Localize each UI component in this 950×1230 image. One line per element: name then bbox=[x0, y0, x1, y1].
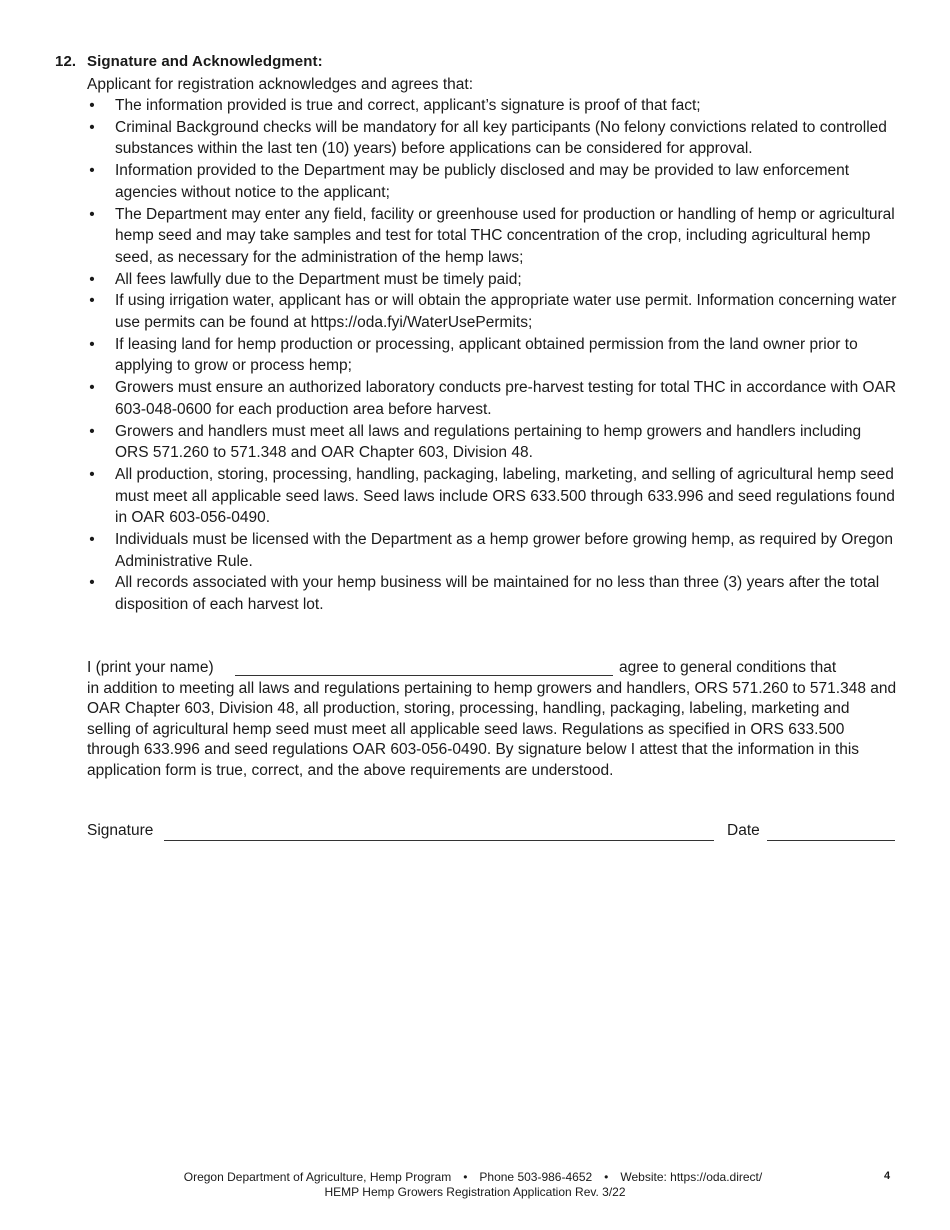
list-item bbox=[87, 290, 897, 333]
list-item-text: If leasing land for hemp production or processing, applicant obtained permission from the land owner prior to applying to grow or process hemp; bbox=[115, 335, 858, 375]
list-item bbox=[87, 204, 897, 269]
footer-form-name: HEMP Hemp Growers Registration Application Rev. 3/22 bbox=[324, 1185, 626, 1199]
list-item-text: Growers and handlers must meet all laws and regulations pertaining to hemp growers and handlers including ORS 571.260 to 571.348 and OAR Chapter 603, Division 48. bbox=[115, 422, 862, 462]
bullet-icon: • bbox=[89, 574, 95, 592]
attestation-prefix: I (print your name) bbox=[87, 659, 214, 676]
page-footer bbox=[0, 1170, 950, 1200]
list-item bbox=[87, 334, 897, 377]
footer-separator: • bbox=[463, 1170, 468, 1184]
bullet-icon: • bbox=[89, 162, 95, 180]
acknowledgment-list bbox=[87, 95, 897, 616]
list-item bbox=[87, 160, 897, 203]
attestation-paragraph bbox=[87, 658, 897, 782]
section-intro: Applicant for registration acknowledges and agrees that: bbox=[87, 76, 474, 93]
list-item-text: The Department may enter any field, facility or greenhouse used for production or handling of hemp or agricultural hemp seed and may take samples and test for total THC concentration of the crop, including agricultural hemp seed, as necessary for the administration of the hemp laws; bbox=[115, 205, 895, 266]
section-number: 12. bbox=[55, 53, 77, 70]
list-item bbox=[87, 95, 897, 117]
list-item-text: Growers must ensure an authorized laboratory conducts pre-harvest testing for total THC in accordance with OAR 603-048-0600 for each production area before harvest. bbox=[115, 379, 897, 418]
footer-separator: • bbox=[604, 1170, 609, 1184]
section-heading bbox=[55, 53, 323, 70]
footer-phone: Phone 503-986-4652 bbox=[479, 1170, 593, 1184]
footer-org: Oregon Department of Agriculture, Hemp Program bbox=[183, 1170, 452, 1184]
bullet-icon: • bbox=[89, 97, 95, 114]
list-item bbox=[87, 464, 897, 529]
bullet-icon: • bbox=[89, 205, 95, 223]
bullet-icon: • bbox=[89, 335, 95, 353]
list-item-text: If using irrigation water, applicant has or will obtain the appropriate water use permit. Information concerning water use permits can be found at https://oda.fyi/WaterUsePermits; bbox=[115, 292, 897, 332]
bullet-icon: • bbox=[89, 465, 95, 483]
list-item-text: All fees lawfully due to the Department must be timely paid; bbox=[115, 270, 522, 288]
list-item-text: All records associated with your hemp business will be maintained for no less than three (3) years after the total disposition of each harvest lot. bbox=[115, 574, 880, 614]
list-item bbox=[87, 421, 897, 464]
list-item-text: Criminal Background checks will be mandatory for all key participants (No felony convictions related to controlled substances within the last ten (10) years) before applications can be considered for approval. bbox=[115, 118, 887, 158]
list-item-text: The information provided is true and correct, applicant’s signature is proof of that fact; bbox=[115, 97, 701, 114]
bullet-icon: • bbox=[89, 118, 95, 136]
print-name-field[interactable] bbox=[235, 675, 613, 676]
signature-field[interactable] bbox=[164, 840, 714, 841]
date-label: Date bbox=[727, 822, 760, 839]
bullet-icon: • bbox=[89, 531, 95, 549]
list-item bbox=[87, 117, 897, 160]
list-item-text: Individuals must be licensed with the Department as a hemp grower before growing hemp, as required by Oregon Administrative Rule. bbox=[115, 531, 893, 570]
page-number: 4 bbox=[884, 1170, 891, 1182]
bullet-icon: • bbox=[89, 270, 95, 288]
list-item-text: Information provided to the Department may be publicly disclosed and may be provided to law enforcement agencies without notice to the applicant; bbox=[115, 162, 850, 201]
signature-row bbox=[87, 822, 895, 846]
list-item-text: All production, storing, processing, handling, packaging, labeling, marketing, and selling of agricultural hemp seed must meet all applicable seed laws. Seed laws include ORS 633.500 through 633.996 and seed regulations found in OAR 603-056-0490. bbox=[115, 465, 895, 527]
list-item bbox=[87, 572, 897, 615]
list-item bbox=[87, 377, 897, 420]
attestation-after-name: agree to general conditions that bbox=[619, 659, 837, 676]
bullet-icon: • bbox=[89, 379, 95, 397]
list-item bbox=[87, 529, 897, 572]
list-item bbox=[87, 269, 897, 291]
attestation-body: in addition to meeting all laws and regulations pertaining to hemp growers and handlers, ORS 571.260 to 571.348 and OAR Chapter 603, Division 48, all production, storing, processing, handling, packaging, labeling, marketing and selling of agricultural hemp seed must meet all applicable seed laws. Regulations as specified in ORS 633.500 through 633.996 and seed regulations OAR 603-056-0490. By signature below I attest that the information in this application form is true, correct, and the above requirements are understood. bbox=[87, 679, 897, 779]
section-title: Signature and Acknowledgment: bbox=[87, 53, 323, 70]
date-field[interactable] bbox=[767, 840, 895, 841]
bullet-icon: • bbox=[89, 292, 95, 310]
footer-website: Website: https://oda.direct/ bbox=[620, 1170, 763, 1184]
bullet-icon: • bbox=[89, 422, 95, 440]
signature-label: Signature bbox=[87, 822, 154, 839]
